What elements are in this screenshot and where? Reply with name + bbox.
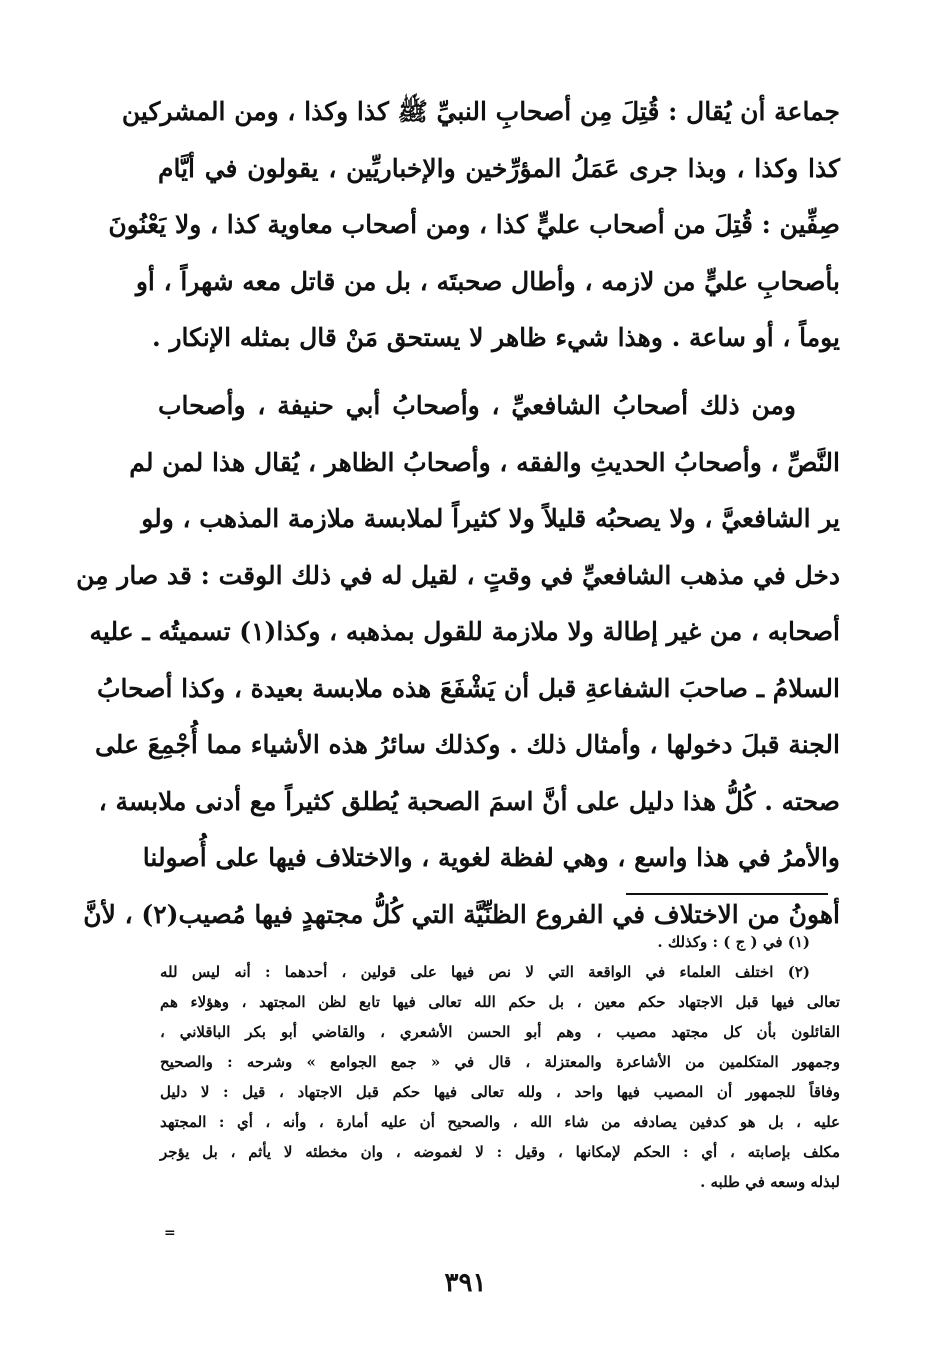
text-line: السلامُ ـ صاحبَ الشفاعةِ قبل أن يَشْفَعَ هذه ملابسة بعيدة ، وكذا أصحابُ	[96, 673, 840, 703]
footnote-2-line: مكلف بإصابته ، أي : الحكم لإمكانها ، وقيل : لا لغموضه ، وان مخطئه لا يأثم ، بل يؤجر	[160, 1143, 840, 1161]
footnote-separator	[626, 893, 828, 895]
footnote-2-line: لبذله وسعه في طلبه .	[700, 1173, 840, 1191]
footnote-2-line: القائلون بأن كل مجتهد مصيب ، وهم أبو الحسن الأشعري ، والقاضي أبو بكر الباقلاني ،	[160, 1023, 840, 1041]
footnotes	[160, 927, 840, 1197]
body-paragraph-2	[76, 378, 840, 943]
body-paragraph-1	[108, 84, 840, 367]
text-line: والأمرُ في هذا واسع ، وهي لفظة لغوية ، والاختلاف فيها على أُصولنا	[142, 843, 840, 872]
footnote-2-line: تعالى فيها قبل الاجتهاد حكم معين ، بل حكم الله تعالى فيها تابع لظن المجتهد ، وهؤلاء هم	[160, 993, 840, 1011]
text-line: بأصحابِ عليٍّ من لازمه ، وأطال صحبتَه ، بل من قاتل معه شهراً ، أو	[135, 266, 840, 296]
text-line: جماعة أن يُقال : قُتِلَ مِن أصحابِ النبيِّ ﷺ كذا وكذا ، ومن المشركين	[121, 97, 840, 126]
text-line: الجنة قبلَ دخولها ، وأمثال ذلك . وكذلك سائرُ هذه الأشياء مما أُجْمِعَ على	[94, 730, 840, 759]
text-line: دخل في مذهب الشافعيِّ في وقتٍ ، لقيل له في ذلك الوقت : قد صار مِن	[76, 560, 840, 590]
text-line: صِفِّين : قُتِلَ من أصحاب عليٍّ كذا ، ومن أصحاب معاوية كذا ، ولا يَعْنُونَ	[108, 210, 840, 239]
text-line: يوماً ، أو ساعة . وهذا شيء ظاهر لا يستحق مَنْ قال بمثله الإنكار .	[152, 323, 840, 352]
text-line: أهونُ من الاختلاف في الفروع الظنِّيَّة التي كُلُّ مجتهدٍ فيها مُصيب(٢) ، لأنَّ	[83, 899, 840, 929]
footnote-2-line: عليه ، بل هو كدفين يصادفه من شاء الله ، والصحيح أن عليه أمارة ، وأنه ، أي : المجتهد	[160, 1113, 840, 1131]
text-line: النَّصِّ ، وأصحابُ الحديثِ والفقه ، وأصحابُ الظاهر ، يُقال هذا لمن لم	[129, 447, 840, 477]
footnote-continuation-mark: =	[164, 1225, 176, 1241]
footnote-2-line: (٢) اختلف العلماء في الواقعة التي لا نص فيها على قولين ، أحدهما : أنه ليس لله	[160, 963, 810, 981]
text-line: أصحابه ، من غير إطالة ولا ملازمة للقول بمذهبه ، وكذا(١) تسميتُه ـ عليه	[89, 617, 840, 646]
footnote-2-line: وفاقاً للجمهور أن المصيب فيها واحد ، ولله تعالى فيها حكم قبل الاجتهاد ، قيل : لا دليل	[160, 1083, 840, 1101]
text-line: صحته . كُلُّ هذا دليل على أنَّ اسمَ الصحبة يُطلق كثيراً مع أدنى ملابسة ،	[98, 786, 840, 816]
text-line: ير الشافعيَّ ، ولا يصحبُه قليلاً ولا كثيراً لملابسة ملازمة المذهب ، ولو	[141, 504, 840, 533]
text-line: كذا وكذا ، وبذا جرى عَمَلُ المؤرِّخين والإخباريِّين ، يقولون في أيَّام	[158, 153, 840, 183]
footnote-2-line: وجمهور المتكلمين من الأشاعرة والمعتزلة ، قال في « جمع الجوامع » وشرحه : والصحيح	[160, 1053, 840, 1071]
footnote-1: (١) في ( ج ) : وكذلك .	[657, 933, 810, 951]
page-number: ٣٩١	[444, 1268, 487, 1298]
text-line: ومن ذلك أصحابُ الشافعيِّ ، وأصحابُ أبي حنيفة ، وأصحاب	[158, 391, 796, 420]
